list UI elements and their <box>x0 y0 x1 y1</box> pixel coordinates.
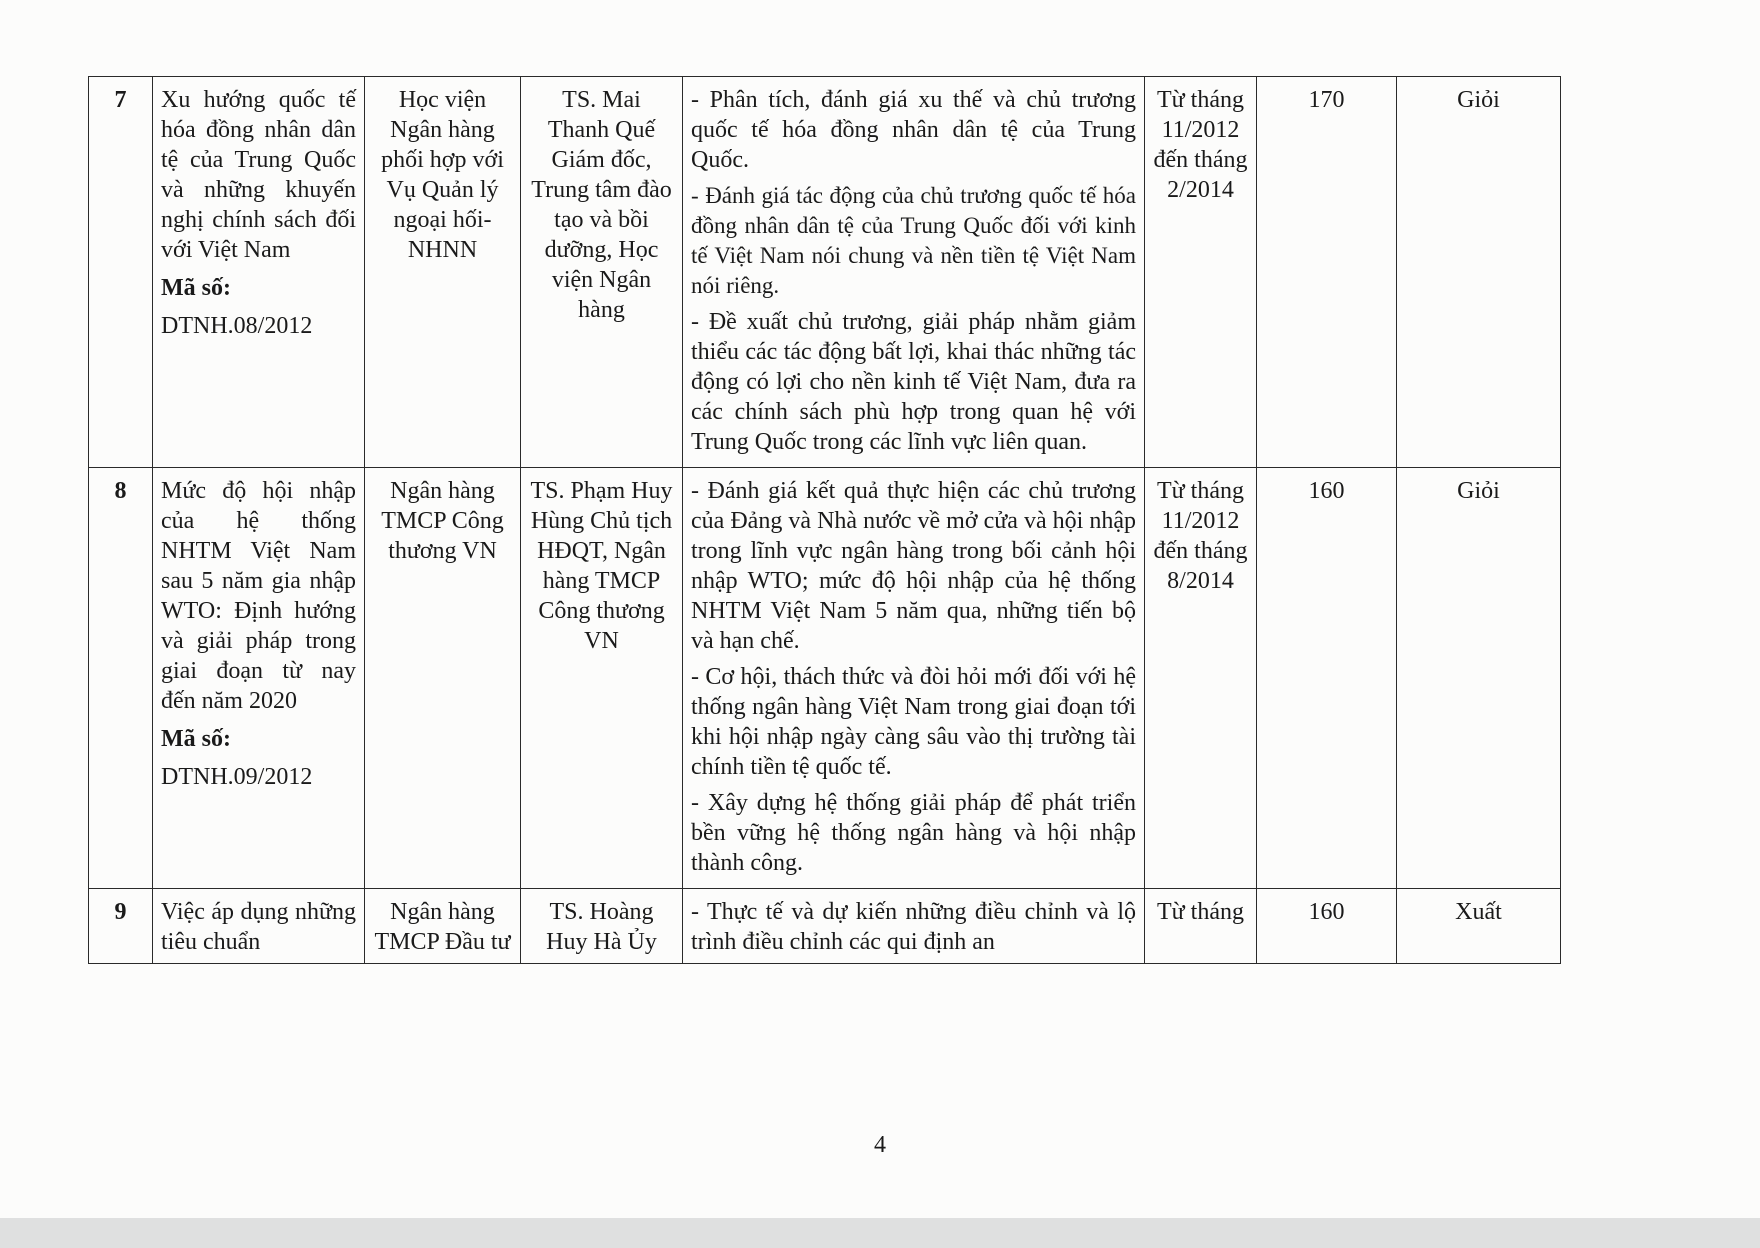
project-code-label: Mã số: <box>161 275 231 301</box>
project-grade: Xuất <box>1397 889 1561 964</box>
project-name-cell <box>153 77 365 468</box>
project-content <box>683 77 1145 468</box>
project-code: DTNH.09/2012 <box>161 764 313 790</box>
content-item: - Thực tế và dự kiến những điều chỉnh và lộ trình điều chỉnh các qui định an <box>691 899 1136 955</box>
content-item: - Xây dựng hệ thống giải pháp để phát triển bền vững hệ thống ngân hàng và hội nhập thành công. <box>691 790 1136 876</box>
project-leader: TS. Hoàng Huy Hà Ủy <box>521 889 683 964</box>
content-item: - Đề xuất chủ trương, giải pháp nhằm giảm thiểu các tác động bất lợi, khai thác những tác động có lợi cho nền kinh tế Việt Nam, đưa ra các chính sách phù hợp trong quan hệ với Trung Quốc trong các lĩnh vực liên quan. <box>691 309 1136 455</box>
content-item: - Cơ hội, thách thức và đòi hỏi mới đối với hệ thống ngân hàng Việt Nam trong giai đoạn tới khi hội nhập ngày càng sâu vào thị trường tài chính tiền tệ quốc tế. <box>691 664 1136 780</box>
project-content <box>683 468 1145 889</box>
project-name-cell <box>153 468 365 889</box>
project-duration: Từ tháng 11/2012 đến tháng 2/2014 <box>1145 77 1257 468</box>
row-number: 7 <box>89 77 153 468</box>
content-item: - Phân tích, đánh giá xu thế và chủ trương quốc tế hóa đồng nhân dân tệ của Trung Quốc. <box>691 87 1136 173</box>
project-name: Việc áp dụng những tiêu chuẩn <box>161 899 356 955</box>
table-row <box>89 889 1561 964</box>
project-grade: Giỏi <box>1397 468 1561 889</box>
content-item: - Đánh giá tác động của chủ trương quốc tế hóa đồng nhân dân tệ của Trung Quốc đối với kinh tế Việt Nam nói chung và nền tiền tệ Việt Nam nói riêng. <box>691 183 1136 298</box>
project-grade: Giỏi <box>1397 77 1561 468</box>
project-code: DTNH.08/2012 <box>161 313 313 339</box>
project-score: 170 <box>1257 77 1397 468</box>
organization: Ngân hàng TMCP Đầu tư <box>365 889 521 964</box>
table-row <box>89 468 1561 889</box>
page-number: 4 <box>874 1132 886 1158</box>
project-name: Xu hướng quốc tế hóa đồng nhân dân tệ của Trung Quốc và những khuyến nghị chính sách đối với Việt Nam <box>161 87 356 263</box>
table-row <box>89 77 1561 468</box>
content-item: - Đánh giá kết quả thực hiện các chủ trương của Đảng và Nhà nước về mở cửa và hội nhập trong lĩnh vực ngân hàng trong bối cảnh hội nhập WTO; mức độ hội nhập của hệ thống NHTM Việt Nam 5 năm qua, những tiến bộ và hạn chế. <box>691 478 1136 654</box>
organization: Học viện Ngân hàng phối hợp với Vụ Quản lý ngoại hối-NHNN <box>365 77 521 468</box>
project-duration: Từ tháng 11/2012 đến tháng 8/2014 <box>1145 468 1257 889</box>
project-name: Mức độ hội nhập của hệ thống NHTM Việt Nam sau 5 năm gia nhập WTO: Định hướng và giải pháp trong giai đoạn từ nay đến năm 2020 <box>161 478 356 714</box>
project-duration: Từ tháng <box>1145 889 1257 964</box>
project-name-cell <box>153 889 365 964</box>
row-number: 8 <box>89 468 153 889</box>
project-score: 160 <box>1257 468 1397 889</box>
project-content <box>683 889 1145 964</box>
project-leader: TS. Phạm Huy Hùng Chủ tịch HĐQT, Ngân hàng TMCP Công thương VN <box>521 468 683 889</box>
project-score: 160 <box>1257 889 1397 964</box>
research-projects-table <box>88 76 1561 964</box>
project-leader: TS. Mai Thanh Quế Giám đốc, Trung tâm đào tạo và bồi dưỡng, Học viện Ngân hàng <box>521 77 683 468</box>
project-code-label: Mã số: <box>161 726 231 752</box>
organization: Ngân hàng TMCP Công thương VN <box>365 468 521 889</box>
row-number: 9 <box>89 889 153 964</box>
